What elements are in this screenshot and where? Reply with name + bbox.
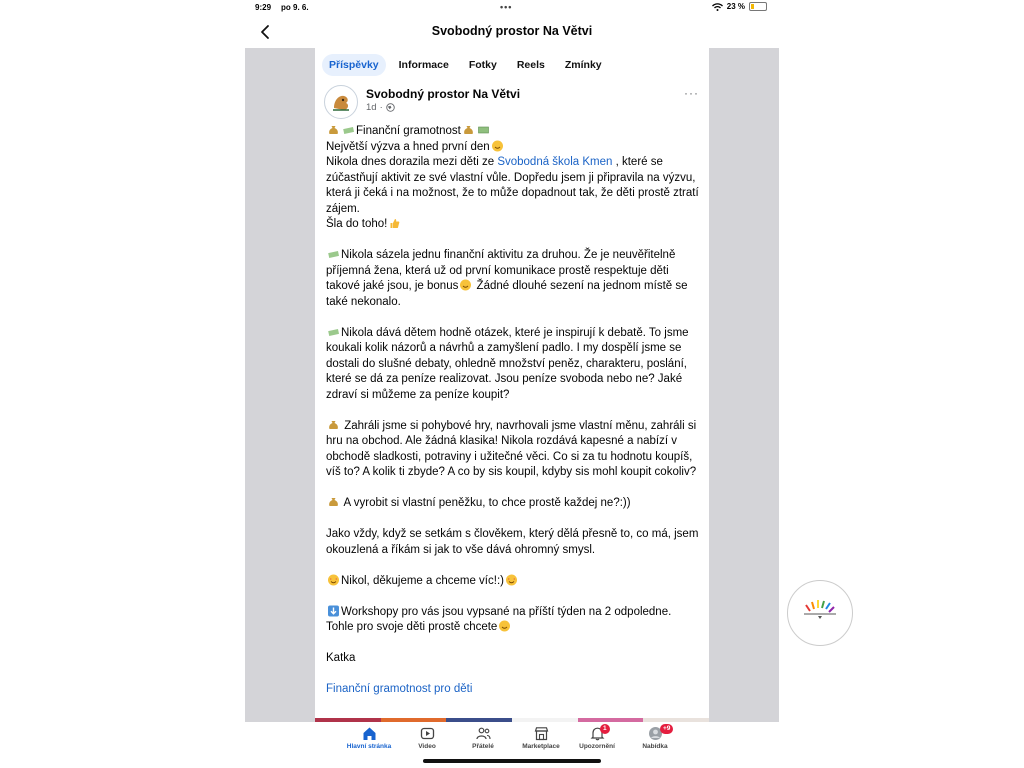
smiling-face-icon <box>491 140 504 152</box>
money-bag-icon <box>327 124 340 136</box>
wifi-icon <box>712 3 723 11</box>
rainbow-logo-icon <box>788 581 852 645</box>
post-paragraph-2-text: Nikola sázela jednu finanční aktivitu za druhou. Že je neuvěřitelně příjemná žena, která už od první komunikace prostě respektuje děti takové jaké jsou, je bonus <box>326 249 676 292</box>
home-icon <box>362 726 377 741</box>
banknote-icon <box>477 124 490 136</box>
multitask-dots[interactable]: ••• <box>500 2 513 12</box>
post-paragraph-5-text: A vyrobit si vlastní peněžku, to chce prostě každej ne?:)) <box>341 497 631 509</box>
smiling-face-icon <box>498 620 511 632</box>
post-paragraph-3 <box>326 326 699 404</box>
post-paragraph-2-rest: Žádné dlouhé sezení na jednom místě se také nekonalo. <box>326 280 688 308</box>
tab-info[interactable]: Informace <box>398 59 449 71</box>
money-bag-icon <box>327 419 340 431</box>
post-paragraph-4-text: Zahráli jsme si pohybové hry, navrhovali jsme vlastní měnu, zahráli si hru na obchod. Ale žádná klasika! Nikola rozdává kapesné a nabízí v obchodě sladkosti, potraviny i užitečné věci. Co si za tu hodnotu koupíš, víš to? A kolik ti zbyde? A co by sis koupil, kdyby sis mohl koupit cokoliv? <box>326 419 697 478</box>
tab-marketplace[interactable] <box>511 726 571 750</box>
flying-money-icon <box>327 248 340 260</box>
tab-home[interactable] <box>339 726 399 750</box>
post-body <box>315 116 709 698</box>
globe-icon <box>386 103 395 112</box>
post-line <box>326 124 699 233</box>
flying-money-icon <box>327 326 340 338</box>
star-struck-face-icon <box>505 574 518 586</box>
post-heading: Finanční gramotnost <box>356 125 461 137</box>
tab-reels[interactable]: Reels <box>516 59 545 71</box>
tab-video-label: Video <box>418 743 436 750</box>
star-struck-face-icon <box>327 574 340 586</box>
flying-money-icon <box>342 124 355 136</box>
tab-photos[interactable]: Fotky <box>468 59 497 71</box>
post-paragraph-7 <box>326 574 699 590</box>
post-paragraph-7-text: Nikol, děkujeme a chceme víc!:) <box>341 574 504 587</box>
money-bag-icon <box>462 124 475 136</box>
tab-friends-label: Přátelé <box>472 743 494 750</box>
squirrel-logo-icon <box>325 86 357 118</box>
thumbs-up-icon <box>388 217 401 229</box>
hashtag-link[interactable]: Finanční gramotnost pro děti <box>326 683 473 695</box>
video-icon <box>420 726 435 741</box>
post-line-4: Šla do toho! <box>326 218 388 230</box>
mention-link[interactable]: Svobodná škola Kmen <box>497 156 613 168</box>
home-indicator[interactable] <box>423 759 601 763</box>
tab-marketplace-label: Marketplace <box>522 743 560 750</box>
post-paragraph-2 <box>326 248 699 310</box>
status-date: po 9. 6. <box>281 3 309 12</box>
battery-percent: 23 % <box>726 2 745 11</box>
feed-area[interactable] <box>245 48 779 722</box>
page-tabs <box>315 48 709 82</box>
friends-icon <box>476 726 491 741</box>
bottom-tab-bar <box>245 722 779 768</box>
down-arrow-icon <box>327 605 340 617</box>
post-line-3-rest: , které se zúčastňují aktivit ze své vlastní vůle. Dopředu jsem ji připravila na výzvu, která ji čeká i na možnost, že to může dopadnout tak, že děti prostě ztratí zájem. <box>326 156 699 215</box>
tab-menu[interactable] <box>625 726 685 750</box>
post-signature: Katka <box>326 652 356 664</box>
tab-home-label: Hlavní stránka <box>346 743 392 750</box>
smiling-face-icon <box>459 279 472 291</box>
post-paragraph-4 <box>326 419 699 481</box>
watermark-logo <box>787 580 853 646</box>
post-header <box>315 82 709 116</box>
marketplace-icon <box>534 726 549 741</box>
status-right <box>712 2 767 11</box>
tab-notifications-label: Upozornění <box>579 743 615 750</box>
post-paragraph-8 <box>326 605 699 636</box>
meta-separator: · <box>379 102 383 113</box>
battery-icon <box>749 2 767 11</box>
menu-badge: +9 <box>660 724 673 734</box>
page-avatar[interactable] <box>324 85 358 119</box>
post-more-button[interactable]: ··· <box>684 86 699 100</box>
status-bar <box>245 0 779 16</box>
post-meta <box>366 102 395 113</box>
post-line-2: Největší výzva a hned první den <box>326 140 490 153</box>
post-author[interactable]: Svobodný prostor Na Větvi <box>366 87 521 101</box>
tab-notifications[interactable] <box>567 726 627 750</box>
post-paragraph-6: Jako vždy, když se setkám s člověkem, který dělá přesně to, co má, jsem okouzlená a říkám si jak to vše dává ohromný smysl. <box>326 528 699 556</box>
post-line-3: Nikola dnes dorazila mezi děti ze <box>326 156 498 168</box>
post-paragraph-8-text: Workshopy pro vás jsou vypsané na příští týden na 2 odpoledne. Tohle pro svoje děti prostě chcete <box>326 605 672 633</box>
tab-mentions[interactable]: Zmínky <box>564 59 602 71</box>
post-paragraph-3-text: Nikola dává dětem hodně otázek, které je inspirují k debatě. To jsme koukali kolik názorů a návrhů a zamyšlení padlo. I my dospělí jsme se dostali do slušné debaty, ohledně množství peněz, charakteru, poslání, které se dá za peníze realizovat. Jsou peníze svoboda nebo ne? Jaké zdraví si můžeme za peníze koupit? <box>326 326 689 401</box>
post-time[interactable]: 1d <box>366 102 377 113</box>
facebook-app <box>245 0 779 768</box>
page-card <box>315 48 709 722</box>
status-time: 9:29 <box>255 3 272 12</box>
page-title: Svobodný prostor Na Větvi <box>431 24 593 38</box>
money-bag-icon <box>327 496 340 508</box>
tab-friends[interactable] <box>453 726 513 750</box>
tab-posts[interactable]: Příspěvky <box>322 54 386 76</box>
notifications-badge: 1 <box>600 724 610 734</box>
top-nav <box>245 16 779 48</box>
post-paragraph-5 <box>326 496 699 512</box>
tab-video[interactable] <box>397 726 457 750</box>
tab-menu-label: Nabídka <box>642 743 668 750</box>
